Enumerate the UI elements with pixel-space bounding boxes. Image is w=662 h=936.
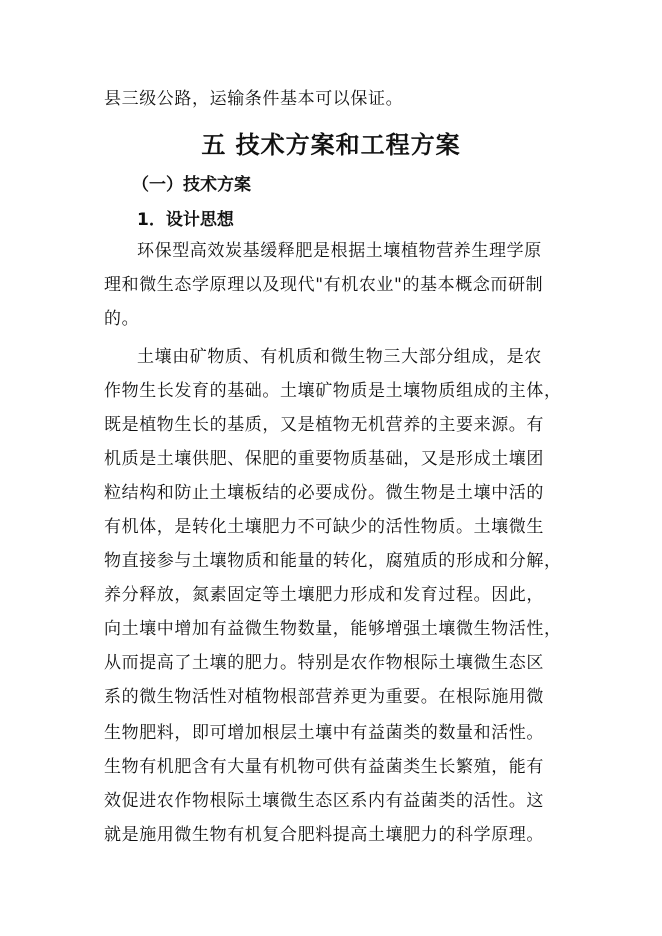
paragraph-line: 环保型高效炭基缓释肥是根据土壤植物营养生理学原 (137, 241, 542, 261)
paragraph-line: 生物肥料，即可增加根层土壤中有益菌类的数量和活性。 (104, 723, 544, 743)
paragraph-line: 既是植物生长的基质，又是植物无机营养的主要来源。有 (104, 415, 544, 435)
paragraph-line: 有机体，是转化土壤肥力不可缺少的活性物质。土壤微生 (104, 517, 544, 537)
paragraph-line: 就是施用微生物有机复合肥料提高土壤肥力的科学原理。 (104, 825, 544, 845)
paragraph-line: 效促进农作物根际土壤微生态区系内有益菌类的活性。这 (104, 791, 544, 811)
paragraph-line: 向土壤中增加有益微生物数量，能够增强土壤微生物活性， (104, 619, 562, 639)
subsection-title: 1．设计思想 (137, 210, 234, 230)
chapter-title: 五 技术方案和工程方案 (201, 131, 461, 159)
paragraph-line: 养分释放，氮素固定等土壤肥力形成和发育过程。因此， (104, 585, 544, 605)
paragraph-line: 系的微生物活性对植物根部营养更为重要。在根际施用微 (104, 687, 544, 707)
paragraph-line: 从而提高了土壤的肥力。特别是农作物根际土壤微生态区 (104, 653, 544, 673)
paragraph-line: 的。 (104, 309, 140, 329)
section-title: （一）技术方案 (132, 175, 251, 195)
paragraph-line: 理和微生态学原理以及现代"有机农业"的基本概念而研制 (104, 275, 544, 295)
paragraph-line: 土壤由矿物质、有机质和微生物三大部分组成，是农 (137, 347, 542, 367)
paragraph-line: 粒结构和防止土壤板结的必要成份。微生物是土壤中活的 (104, 483, 544, 503)
paragraph-line: 作物生长发育的基础。土壤矿物质是土壤物质组成的主体， (104, 381, 562, 401)
paragraph-line: 生物有机肥含有大量有机物可供有益菌类生长繁殖，能有 (104, 757, 544, 777)
paragraph-line: 机质是土壤供肥、保肥的重要物质基础，又是形成土壤团 (104, 449, 544, 469)
paragraph-line: 物直接参与土壤物质和能量的转化，腐殖质的形成和分解， (104, 551, 562, 571)
previous-paragraph-tail: 县三级公路，运输条件基本可以保证。 (104, 89, 404, 109)
